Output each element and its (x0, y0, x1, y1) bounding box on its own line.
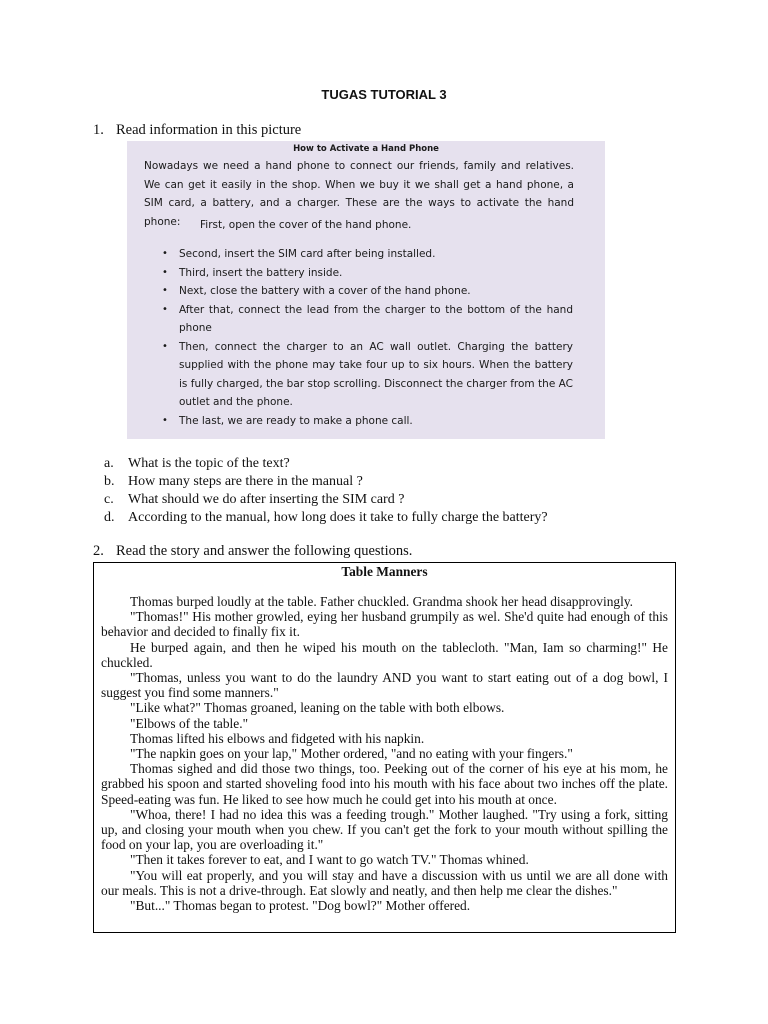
bullet-icon: • (162, 285, 168, 296)
step-text: Then, connect the charger to an AC wall outlet. Charging the battery supplied with the phone may take four up to six hours. When the battery is fully charged, the bar stop scrolling. Disconnect the charger from the AC outlet and the phone. (179, 340, 573, 408)
subquestion-text: How many steps are there in the manual ? (128, 474, 363, 489)
list-item (127, 264, 587, 283)
subquestion-b (104, 473, 548, 491)
list-item (127, 245, 587, 264)
page-title: TUGAS TUTORIAL 3 (321, 87, 447, 102)
subquestion-letter: a. (104, 456, 114, 471)
question-number: 1. (93, 122, 104, 138)
info-picture-title: How to Activate a Hand Phone (293, 144, 439, 154)
bullet-icon: • (162, 414, 168, 426)
bullet-icon: • (162, 248, 168, 259)
instruction-text: Read the story and answer the following questions. (116, 543, 413, 559)
step-text: After that, connect the lead from the charger to the bottom of the hand phone (179, 303, 573, 334)
subquestion-a (104, 455, 548, 473)
step-text: The last, we are ready to make a phone call. (179, 414, 413, 427)
list-item (127, 412, 587, 431)
story-box (93, 562, 676, 933)
subquestion-letter: b. (104, 474, 115, 489)
list-item (127, 338, 587, 412)
first-step: First, open the cover of the hand phone. (200, 219, 412, 231)
question-2-instruction (93, 543, 412, 560)
story-paragraph: "Thomas!" His mother growled, eying her husband grumpily as wel. She'd quite had enough of this behavior and decided to finally fix it. (101, 609, 668, 640)
story-paragraph: He burped again, and then he wiped his mouth on the tablecloth. "Man, Iam so charming!" He chuckled. (101, 639, 668, 670)
bullet-icon: • (162, 340, 168, 352)
story-paragraph: "But..." Thomas began to protest. "Dog bowl?" Mother offered. (130, 898, 471, 914)
story-paragraph: "Like what?" Thomas groaned, leaning on the table with both elbows. (130, 700, 505, 716)
list-item (127, 282, 587, 301)
subquestion-letter: c. (104, 492, 114, 507)
story-paragraph: Thomas burped loudly at the table. Father chuckled. Grandma shook her head disapprovingly. (130, 594, 634, 609)
story-paragraph: "The napkin goes on your lap," Mother ordered, "and no eating with your fingers." (130, 746, 573, 762)
story-paragraph: "Whoa, there! I had no idea this was a feeding trough." Mother laughed. "Try using a fork, sitting up, and closing your mouth when you chew. If you can't get the fork to your mouth without spilling the food on your lap, you are overloading it." (101, 806, 668, 853)
question-1-subquestions (104, 455, 548, 527)
story-paragraph: "Elbows of the table." (130, 715, 249, 731)
info-picture (127, 141, 605, 439)
subquestion-letter: d. (104, 510, 115, 525)
story-paragraph: "You will eat properly, and you will stay and have a discussion with us until we are all done with our meals. This is not a drive-through. Eat slowly and neatly, and then help me clear the dishes." (101, 867, 668, 898)
question-number: 2. (93, 543, 104, 559)
step-text: Next, close the battery with a cover of the hand phone. (179, 285, 471, 297)
step-text: Third, insert the battery inside. (179, 266, 343, 279)
story-paragraph: Thomas lifted his elbows and fidgeted with his napkin. (130, 730, 425, 746)
list-item (127, 301, 587, 338)
question-1-instruction (93, 122, 301, 139)
story-paragraph: "Then it takes forever to eat, and I want to go watch TV." Thomas whined. (130, 852, 529, 868)
bullet-icon: • (162, 303, 168, 315)
subquestion-d (104, 509, 548, 527)
subquestion-text: What is the topic of the text? (128, 456, 290, 471)
subquestion-c (104, 491, 548, 509)
steps-list (127, 245, 587, 430)
instruction-text: Read information in this picture (116, 122, 302, 138)
step-text: Second, insert the SIM card after being installed. (179, 248, 436, 260)
subquestion-text: According to the manual, how long does it take to fully charge the battery? (128, 510, 548, 525)
bullet-icon: • (162, 266, 168, 278)
subquestion-text: What should we do after inserting the SIM card ? (128, 492, 405, 507)
story-paragraph: "Thomas, unless you want to do the laundry AND you want to start eating out of a dog bowl, I suggest you find some manners." (101, 670, 668, 701)
story-paragraph: Thomas sighed and did those two things, too. Peeking out of the corner of his eye at his mom, he grabbed his spoon and started shoveling food into his mouth with his face about two inches off the plate. Speed-eating was fun. He liked to see how much he could get into his mouth at once. (101, 761, 668, 807)
info-picture-intro: Nowadays we need a hand phone to connect our friends, family and relatives. We can get it easily in the shop. When we buy it we shall get a hand phone, a SIM card, a battery, and a charger. These are the ways to activate the hand phone: (144, 160, 574, 228)
story-title: Table Manners (341, 564, 428, 579)
